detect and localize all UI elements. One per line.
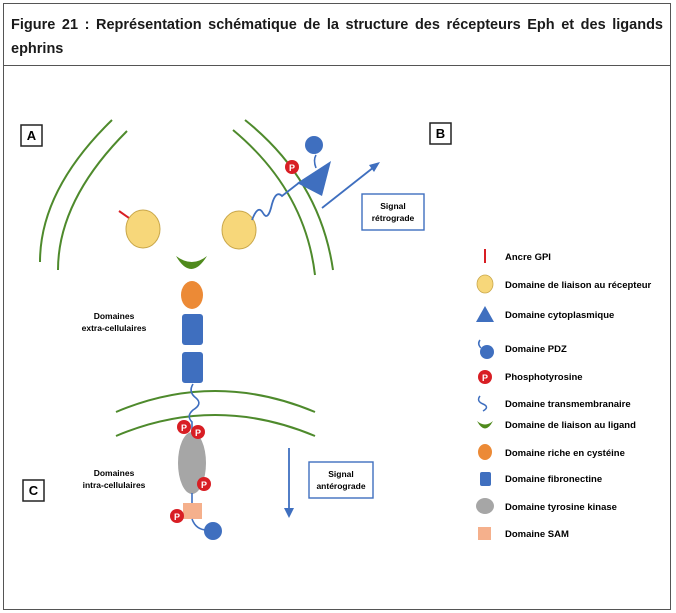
eph-pdz-domain xyxy=(204,522,222,540)
legend-label-cytoplasmic: Domaine cytoplasmique xyxy=(505,310,615,321)
legend xyxy=(476,249,652,540)
legend-label-kinase: Domaine tyrosine kinase xyxy=(505,502,617,513)
eph-phospho-1 xyxy=(177,420,191,434)
eph-phospho-4 xyxy=(170,509,184,523)
svg-text:P: P xyxy=(200,480,208,490)
intra-label-line1: Domaines xyxy=(93,468,135,478)
ephrin-b-binding-domain xyxy=(222,211,256,249)
legend-label-sam: Domaine SAM xyxy=(505,529,569,540)
signal-retro-line2: rétrograde xyxy=(371,213,415,223)
extra-label-line2: extra-cellulaires xyxy=(81,323,147,333)
ephrin-b-pdz-domain xyxy=(305,136,323,154)
eph-fibronectin-2 xyxy=(182,352,203,383)
membrane-bottom-inner xyxy=(116,415,315,436)
anterograde-arrow xyxy=(284,448,294,518)
ephrin-a-binding-domain xyxy=(126,210,160,248)
eph-phospho-2 xyxy=(191,425,205,439)
membrane-left-outer xyxy=(40,120,112,262)
extra-label-line1: Domaines xyxy=(93,311,135,321)
svg-text:P: P xyxy=(194,428,202,438)
panel-b xyxy=(430,123,451,144)
figure-label: Figure 21 : xyxy=(11,17,90,33)
membrane-bottom-outer xyxy=(116,391,315,412)
panel-a-label: A xyxy=(26,128,37,143)
signal-retrograde-box xyxy=(362,194,424,230)
legend-receptor-binding-icon xyxy=(477,275,493,293)
svg-text:P: P xyxy=(180,423,188,433)
membrane-left-inner xyxy=(58,131,127,270)
ephrin-b-pdz-link xyxy=(315,155,317,168)
legend-phosphotyrosine-icon xyxy=(478,370,492,384)
eph-fibronectin-1 xyxy=(182,314,203,345)
legend-cytoplasmic-icon xyxy=(476,306,494,322)
eph-cysteine-rich-domain xyxy=(181,281,203,309)
legend-cysteine-icon xyxy=(478,444,492,460)
legend-label-cysteine: Domaine riche en cystéine xyxy=(505,448,625,459)
legend-ligand-binding-icon xyxy=(477,421,493,429)
eph-ligand-binding-domain xyxy=(176,256,207,269)
legend-label-gpi: Ancre GPI xyxy=(505,252,551,263)
signal-antero-line2: antérograde xyxy=(316,481,366,491)
legend-transmembrane-icon xyxy=(479,396,487,411)
gpi-anchor xyxy=(119,211,129,218)
ephrin-b-phosphotyrosine xyxy=(285,160,299,174)
legend-label-pdz: Domaine PDZ xyxy=(505,344,567,355)
legend-pdz-icon xyxy=(479,340,494,359)
panel-a xyxy=(21,125,42,146)
legend-sam-icon xyxy=(478,527,491,540)
ephrin-b-cytoplasmic-domain xyxy=(297,161,331,196)
legend-label-receptor-binding: Domaine de liaison au récepteur xyxy=(505,280,652,291)
legend-label-phosphotyrosine: Phosphotyrosine xyxy=(505,372,583,383)
legend-kinase-icon xyxy=(476,498,494,514)
panel-c xyxy=(23,480,44,501)
legend-label-ligand-binding: Domaine de liaison au ligand xyxy=(505,420,636,431)
legend-label-fibronectin: Domaine fibronectine xyxy=(505,474,603,485)
legend-label-transmembrane: Domaine transmembranaire xyxy=(505,399,631,410)
svg-text:P: P xyxy=(481,373,489,383)
panel-b-label: B xyxy=(435,126,446,141)
signal-retro-line1: Signal xyxy=(380,201,406,211)
membrane-right-outer xyxy=(233,130,315,275)
figure-title: Représentation schématique de la structure des récepteurs Eph et des ligands ephrins xyxy=(11,17,663,57)
svg-text:P: P xyxy=(173,512,181,522)
eph-sam-domain xyxy=(183,503,202,519)
panel-c-label: C xyxy=(28,483,39,498)
legend-fibronectin-icon xyxy=(480,472,491,486)
svg-text:P: P xyxy=(288,163,296,173)
eph-phospho-3 xyxy=(197,477,211,491)
signal-anterograde-box xyxy=(309,462,373,498)
intra-label-line2: intra-cellulaires xyxy=(82,480,146,490)
signal-antero-line1: Signal xyxy=(328,469,354,479)
